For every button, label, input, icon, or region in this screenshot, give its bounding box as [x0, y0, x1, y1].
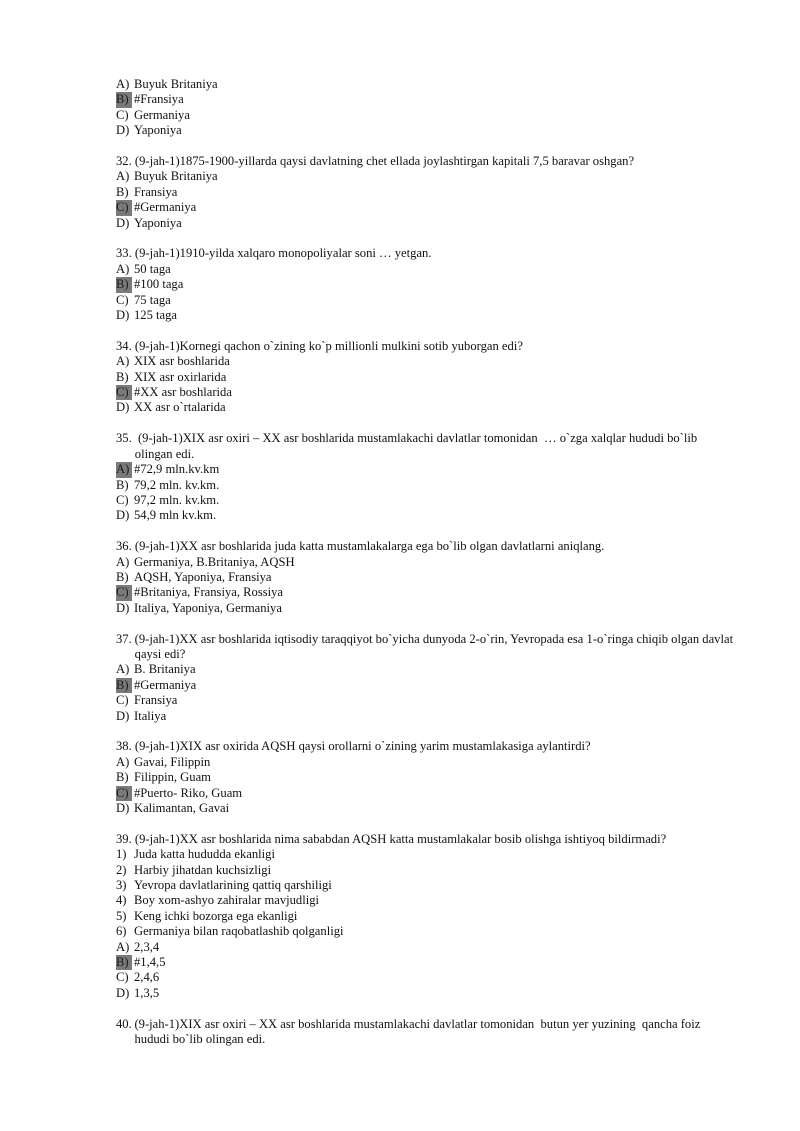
option-text: XIX asr oxirlarida — [134, 369, 227, 384]
question-text — [116, 339, 738, 354]
question-text — [116, 539, 738, 554]
option-letter: B) — [116, 955, 132, 970]
answer-option — [116, 77, 738, 92]
option-text: 2,4,6 — [134, 970, 160, 985]
option-text: Buyuk Britaniya — [134, 77, 218, 91]
question-number: 32. — [116, 154, 132, 169]
spacer — [116, 1001, 738, 1016]
option-text: 2,3,4 — [134, 939, 160, 954]
statement-text: Harbiy jihatdan kuchsizligi — [134, 862, 272, 877]
option-letter: A) — [116, 662, 130, 677]
option-text: 54,9 mln kv.km. — [134, 508, 217, 523]
option-letter: C) — [116, 292, 129, 307]
option-letter: D) — [116, 400, 130, 415]
answer-option — [116, 493, 738, 508]
option-letter: A) — [116, 169, 130, 184]
question-body: (9-jah-1)1875-1900-yillarda qaysi davlatning chet ellada joylashtirgan kapitali 7,5 baravar oshgan? — [134, 154, 635, 169]
option-text: B. Britaniya — [134, 662, 196, 677]
question-number: 39. — [116, 831, 132, 846]
question-32 — [116, 154, 738, 231]
answer-option — [116, 601, 738, 616]
option-text: Germaniya — [134, 107, 190, 122]
answer-option-correct — [116, 678, 738, 693]
question-38 — [116, 739, 738, 816]
option-text: Italiya — [134, 708, 167, 723]
answer-option — [116, 508, 738, 523]
answer-option-correct — [116, 385, 738, 400]
answer-option-correct — [116, 585, 738, 600]
option-text: #XX asr boshlarida — [134, 385, 232, 400]
statement-item — [116, 924, 738, 939]
answer-option — [116, 709, 738, 724]
statement-item — [116, 863, 738, 878]
answer-option — [116, 370, 738, 385]
question-body: (9-jah-1)XIX asr oxirida AQSH qaysi orollarni o`zining yarim mustamlakasiga aylantirdi? — [134, 739, 591, 754]
option-text: Italiya, Yaponiya, Germaniya — [134, 600, 282, 615]
option-text: Fransiya — [134, 184, 178, 199]
answer-option — [116, 354, 738, 369]
statement-item — [116, 847, 738, 862]
question-text — [116, 832, 738, 847]
statement-number: 3) — [116, 878, 127, 892]
answer-option — [116, 293, 738, 308]
answer-option — [116, 123, 738, 138]
answer-option — [116, 801, 738, 816]
question-text — [116, 1017, 738, 1048]
option-text: Kalimantan, Gavai — [134, 800, 230, 815]
option-letter: A) — [116, 354, 130, 369]
question-body: (9-jah-1)Kornegi qachon o`zining ko`p millionli mulkini sotib yuborgan edi? — [134, 338, 523, 353]
answer-option — [116, 216, 738, 231]
answer-option-correct — [116, 786, 738, 801]
option-letter: D) — [116, 800, 130, 815]
question-text — [116, 632, 738, 663]
option-text: #Britaniya, Fransiya, Rossiya — [134, 585, 284, 600]
option-text: #72,9 mln.kv.km — [134, 462, 220, 477]
answer-option — [116, 308, 738, 323]
question-partial — [116, 77, 738, 139]
question-37 — [116, 632, 738, 724]
answer-option — [116, 755, 738, 770]
spacer — [116, 231, 738, 246]
option-letter: A) — [116, 77, 130, 91]
option-letter: C) — [116, 385, 132, 400]
answer-option — [116, 940, 738, 955]
answer-option-correct — [116, 200, 738, 215]
statement-text: Boy xom-ashyo zahiralar mavjudligi — [134, 893, 320, 908]
question-number: 33. — [116, 246, 132, 261]
option-text: 75 taga — [134, 292, 171, 307]
statement-number: 4) — [116, 893, 127, 908]
answer-option — [116, 185, 738, 200]
answer-option-correct — [116, 277, 738, 292]
option-letter: C) — [116, 786, 132, 801]
question-number: 38. — [116, 739, 132, 754]
option-text: Gavai, Filippin — [134, 754, 211, 769]
answer-option — [116, 169, 738, 184]
option-letter: B) — [116, 678, 132, 693]
answer-option — [116, 262, 738, 277]
statement-number: 6) — [116, 924, 127, 939]
option-letter: D) — [116, 508, 130, 523]
question-number: 36. — [116, 539, 132, 554]
option-text: #Germaniya — [134, 677, 197, 692]
option-letter: C) — [116, 107, 129, 122]
spacer — [116, 416, 738, 431]
option-letter: A) — [116, 462, 132, 477]
option-text: #Germaniya — [134, 200, 197, 215]
option-text: XIX asr boshlarida — [134, 354, 230, 369]
option-letter: D) — [116, 985, 130, 1000]
option-letter: D) — [116, 708, 130, 723]
question-body: (9-jah-1)XX asr boshlarida juda katta mustamlakalarga ega bo`lib olgan davlatlarni aniqlang. — [134, 539, 605, 554]
option-text: #1,4,5 — [134, 955, 166, 970]
option-letter: B) — [116, 184, 129, 199]
spacer — [116, 816, 738, 831]
option-text: Yaponiya — [134, 123, 182, 138]
option-text: Yaponiya — [134, 215, 182, 230]
spacer — [116, 139, 738, 154]
statement-item — [116, 893, 738, 908]
option-letter: C) — [116, 492, 129, 507]
option-letter: C) — [116, 200, 132, 215]
option-letter: B) — [116, 92, 132, 107]
option-text: #100 taga — [134, 277, 184, 292]
answer-option — [116, 970, 738, 985]
option-text: 50 taga — [134, 261, 171, 276]
question-body: (9-jah-1)1910-yilda xalqaro monopoliyalar soni … yetgan. — [134, 246, 432, 261]
option-text: Germaniya, B.Britaniya, AQSH — [134, 554, 295, 569]
option-letter: D) — [116, 308, 130, 323]
statement-item — [116, 909, 738, 924]
option-letter: B) — [116, 770, 129, 785]
option-text: 1,3,5 — [134, 985, 160, 1000]
answer-option — [116, 108, 738, 123]
option-letter: B) — [116, 277, 132, 292]
option-text: 125 taga — [134, 308, 178, 323]
question-text — [116, 431, 738, 462]
question-number: 34. — [116, 338, 132, 353]
question-36 — [116, 539, 738, 616]
answer-option — [116, 478, 738, 493]
question-33 — [116, 246, 738, 323]
option-text: Buyuk Britaniya — [134, 169, 218, 184]
option-letter: D) — [116, 215, 130, 230]
question-40 — [116, 1017, 738, 1048]
answer-option — [116, 986, 738, 1001]
statement-text: Yevropa davlatlarining qattiq qarshiligi — [134, 878, 332, 892]
spacer — [116, 323, 738, 338]
option-text: 79,2 mln. kv.km. — [134, 477, 220, 492]
option-text: Filippin, Guam — [134, 770, 211, 785]
spacer — [116, 616, 738, 631]
question-body: (9-jah-1)XIX asr oxiri – XX asr boshlarida mustamlakachi davlatlar tomonidan … o`zga xalqlar hududi bo`lib olingan edi. — [134, 431, 701, 461]
question-body: (9-jah-1)XIX asr oxiri – XX asr boshlarida mustamlakachi davlatlar tomonidan butun yer yuzining qancha foiz hududi bo`lib olingan edi. — [134, 1016, 704, 1047]
answer-option — [116, 770, 738, 785]
answer-option — [116, 693, 738, 708]
spacer — [116, 524, 738, 539]
test-page — [116, 77, 738, 1047]
option-text: #Fransiya — [134, 92, 184, 107]
question-text — [116, 246, 738, 261]
option-text: XX asr o`rtalarida — [134, 400, 226, 415]
option-letter: B) — [116, 477, 129, 492]
question-text — [116, 739, 738, 754]
statement-number: 2) — [116, 862, 127, 877]
statement-number: 5) — [116, 908, 127, 923]
question-34 — [116, 339, 738, 416]
option-letter: B) — [116, 569, 129, 584]
answer-option-correct — [116, 462, 738, 477]
option-letter: A) — [116, 554, 130, 569]
option-text: 97,2 mln. kv.km. — [134, 492, 220, 507]
statement-text: Keng ichki bozorga ega ekanligi — [134, 908, 298, 923]
option-text: AQSH, Yaponiya, Fransiya — [134, 569, 272, 584]
option-text: #Puerto- Riko, Guam — [134, 785, 243, 800]
option-letter: C) — [116, 693, 129, 708]
option-text: Fransiya — [134, 693, 178, 708]
option-letter: A) — [116, 754, 130, 769]
spacer — [116, 724, 738, 739]
question-39 — [116, 832, 738, 1001]
option-letter: C) — [116, 970, 129, 985]
answer-option — [116, 570, 738, 585]
option-letter: A) — [116, 261, 130, 276]
statement-text: Germaniya bilan raqobatlashib qolganligi — [134, 924, 344, 939]
question-number: 35. — [116, 431, 132, 446]
answer-option — [116, 662, 738, 677]
question-body: (9-jah-1)XX asr boshlarida nima sababdan AQSH katta mustamlakalar bosib olishga ishtiyoq bildirmadi? — [134, 831, 667, 846]
question-body: (9-jah-1)XX asr boshlarida iqtisodiy taraqqiyot bo`yicha dunyoda 2-o`rin, Yevropada esa 1-o`ringa chiqib olgan davlat qaysi edi? — [134, 631, 737, 661]
answer-option-correct — [116, 92, 738, 107]
option-letter: D) — [116, 600, 130, 615]
option-letter: D) — [116, 123, 130, 138]
statement-text: Juda katta hududda ekanligi — [134, 847, 275, 862]
question-number: 37. — [116, 631, 132, 646]
answer-option-correct — [116, 955, 738, 970]
answer-option — [116, 400, 738, 415]
answer-option — [116, 555, 738, 570]
option-letter: B) — [116, 369, 129, 384]
question-35 — [116, 431, 738, 523]
option-letter: A) — [116, 939, 130, 954]
question-number: 40. — [116, 1016, 132, 1031]
statement-number: 1) — [116, 847, 127, 862]
question-text — [116, 154, 738, 169]
option-letter: C) — [116, 585, 132, 600]
statement-item — [116, 878, 738, 893]
